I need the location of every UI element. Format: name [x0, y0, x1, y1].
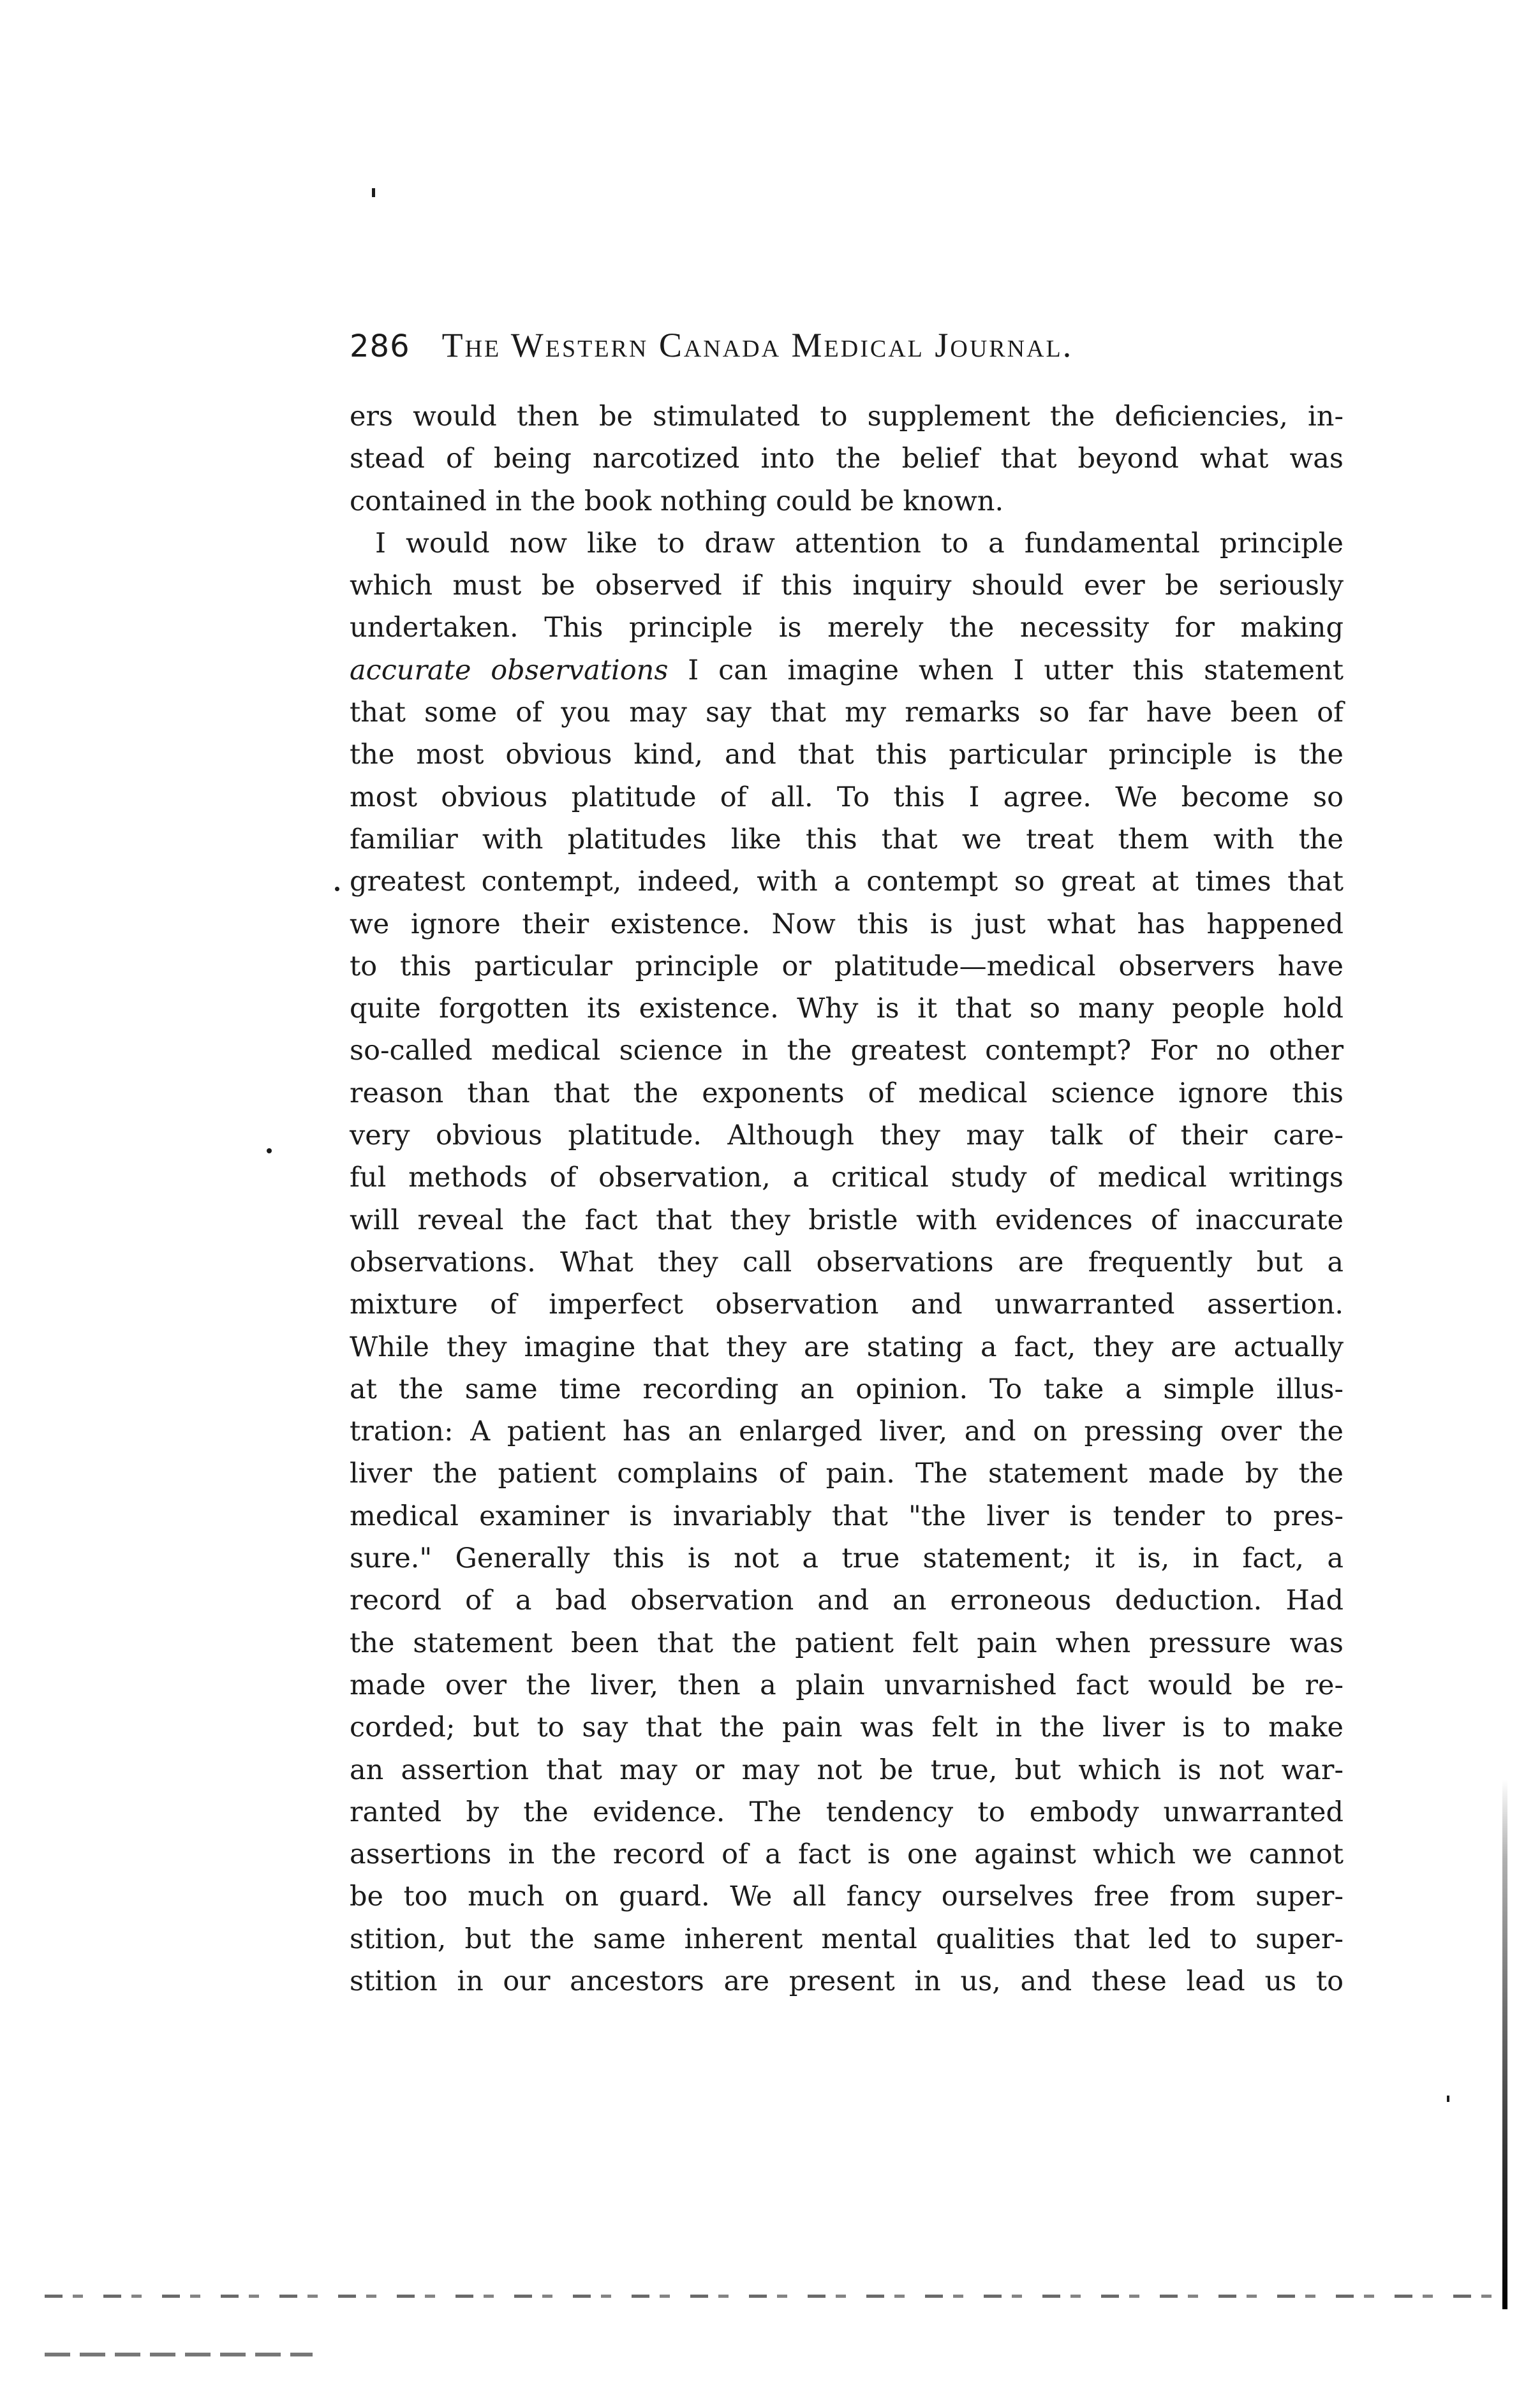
text-line: stition, but the same inherent mental qualities that led to super-: [350, 1923, 1344, 1955]
text-line: assertions in the record of a fact is one against which we cannot: [350, 1838, 1344, 1871]
text-line: While they imagine that they are stating a fact, they are actually: [350, 1331, 1344, 1363]
text-line: record of a bad observation and an erroneous deduction. Had: [350, 1585, 1344, 1617]
text-line: quite forgotten its existence. Why is it that so many people hold: [350, 993, 1344, 1025]
text-line-rest: I can imagine when I utter this statement: [668, 654, 1344, 686]
text-line: I would now like to draw attention to a fundamental principle: [375, 527, 1344, 559]
scan-edge-line: [45, 2353, 313, 2356]
text-line: mixture of imperfect observation and unwarranted assertion.: [350, 1289, 1344, 1321]
text-line: made over the liver, then a plain unvarnished fact would be re-: [350, 1669, 1344, 1701]
page-header: [350, 325, 1345, 370]
article-body: [350, 396, 1344, 2002]
scan-edge-shadow: [1502, 1780, 1507, 2309]
emphasized-phrase: accurate observations: [350, 654, 669, 686]
text-line: the statement been that the patient felt pain when pressure was: [350, 1627, 1344, 1659]
text-line: so-called medical science in the greatest contempt? For no other: [350, 1035, 1344, 1067]
text-line: ers would then be stimulated to supplement the deficiencies, in-: [350, 401, 1344, 433]
text-line: undertaken. This principle is merely the necessity for making: [350, 612, 1344, 644]
text-line: ful methods of observation, a critical study of medical writings: [350, 1162, 1344, 1194]
text-line: medical examiner is invariably that "the liver is tender to pres-: [350, 1500, 1344, 1532]
text-line: contained in the book nothing could be known.: [350, 485, 1004, 517]
text-line: observations. What they call observations are frequently but a: [350, 1246, 1344, 1278]
page-number: 286: [350, 329, 410, 364]
text-line: greatest contempt, indeed, with a contempt so great at times that: [350, 866, 1344, 898]
text-line-with-emphasis: [350, 649, 1344, 692]
text-line: be too much on guard. We all fancy ourselves free from super-: [350, 1881, 1344, 1913]
text-line: that some of you may say that my remarks so far have been of: [350, 697, 1344, 729]
text-line: liver the patient complains of pain. The statement made by the: [350, 1458, 1344, 1490]
scan-speck: [267, 1148, 272, 1153]
text-line: corded; but to say that the pain was felt in the liver is to make: [350, 1712, 1344, 1744]
text-line: sure." Generally this is not a true statement; it is, in fact, a: [350, 1542, 1344, 1575]
text-line: stead of being narcotized into the belief that beyond what was: [350, 443, 1344, 475]
text-line: tration: A patient has an enlarged liver, and on pressing over the: [350, 1416, 1344, 1448]
text-line: to this particular principle or platitude—medical observers have: [350, 950, 1344, 982]
text-line: ranted by the evidence. The tendency to embody unwarranted: [350, 1796, 1344, 1828]
scan-speck: [372, 188, 375, 197]
text-line: at the same time recording an opinion. To take a simple illus-: [350, 1373, 1344, 1405]
text-line: the most obvious kind, and that this particular principle is the: [350, 739, 1344, 771]
scan-edge-line: [45, 2295, 1512, 2298]
text-line: stition in our ancestors are present in us, and these lead us to: [350, 1965, 1344, 1997]
text-line: most obvious platitude of all. To this I agree. We become so: [350, 781, 1344, 813]
scan-speck: [335, 887, 339, 891]
text-line: will reveal the fact that they bristle with evidences of inaccurate: [350, 1204, 1344, 1236]
text-line: very obvious platitude. Although they may talk of their care-: [350, 1120, 1344, 1152]
text-line: we ignore their existence. Now this is just what has happened: [350, 908, 1344, 940]
running-title: The Western Canada Medical Journal.: [441, 326, 1074, 364]
scan-speck: [1447, 2096, 1449, 2102]
text-line: an assertion that may or may not be true, but which is not war-: [350, 1754, 1344, 1786]
text-line: reason than that the exponents of medical science ignore this: [350, 1077, 1344, 1109]
text-line: familiar with platitudes like this that we treat them with the: [350, 823, 1344, 855]
text-line: which must be observed if this inquiry should ever be seriously: [350, 570, 1344, 602]
